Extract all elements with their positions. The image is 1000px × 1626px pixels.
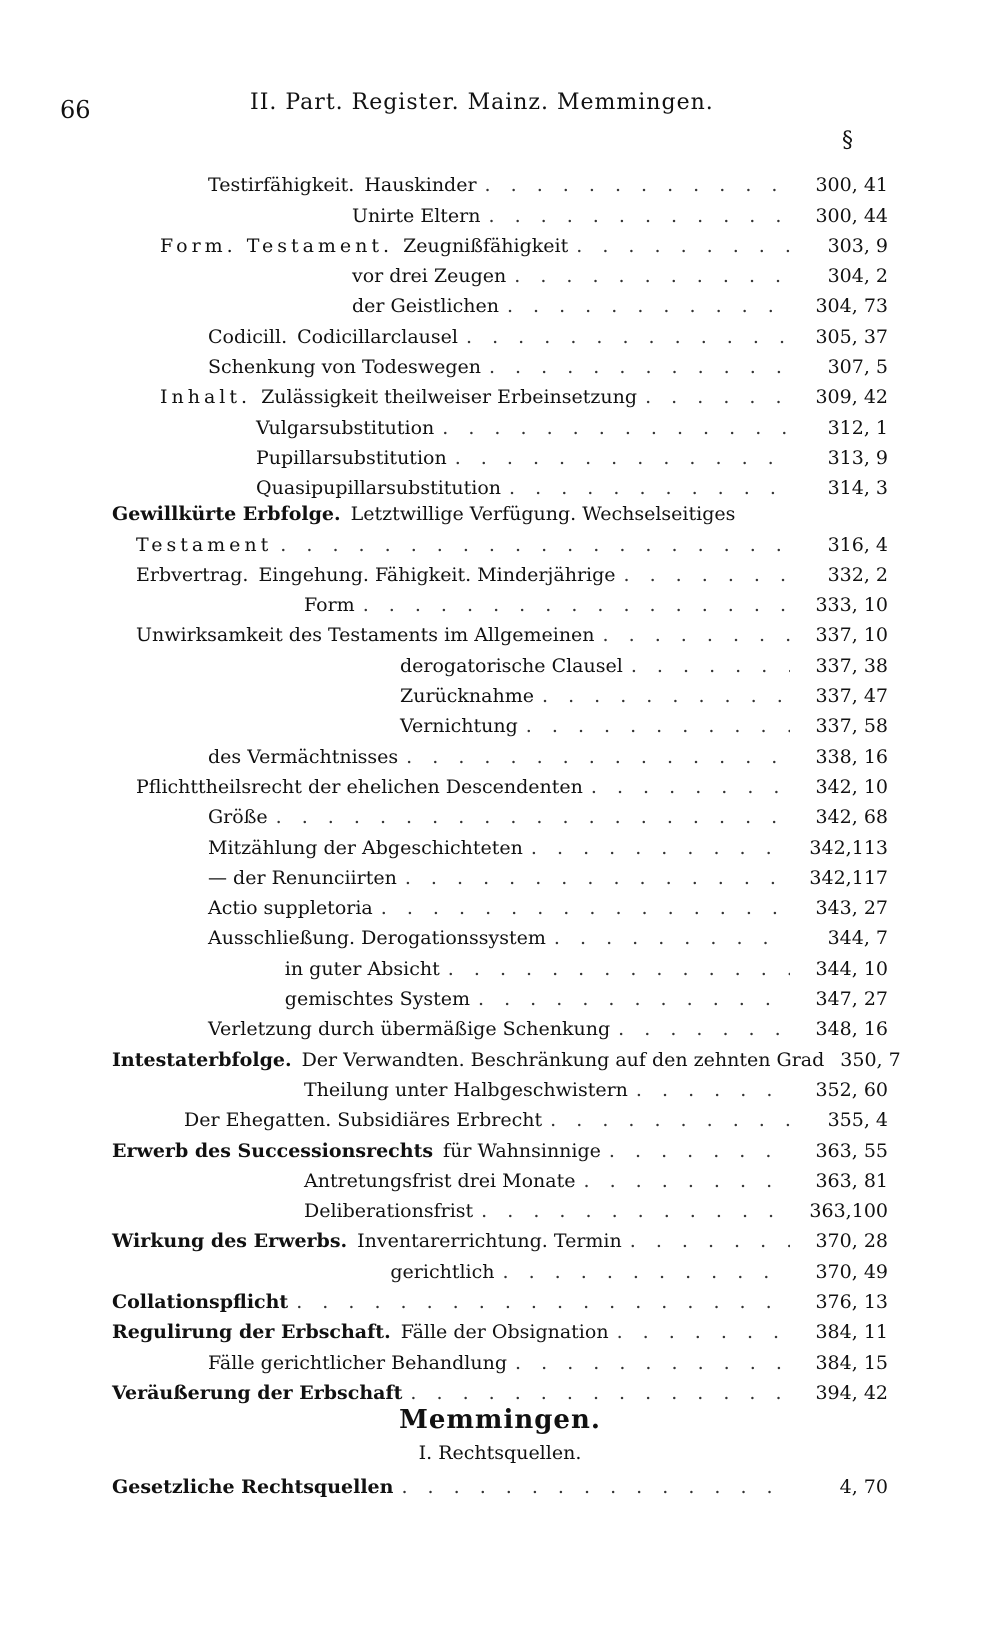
entry-heading: Intestaterbfolge. [112, 1048, 292, 1071]
section-reference: 370, 49 [815, 1260, 888, 1283]
leader-dots [381, 897, 790, 919]
section-reference: 337, 58 [815, 715, 888, 738]
section-symbol: § [842, 128, 853, 153]
index-entry [0, 616, 1000, 646]
leader-dots [406, 746, 790, 768]
section-reference: 300, 41 [815, 174, 888, 197]
index-entry [0, 859, 1000, 889]
index-entry [0, 889, 1000, 919]
entry-text: — der Renunciirten [208, 866, 397, 889]
leader-dots [466, 326, 790, 348]
section-reference: 337, 47 [815, 685, 888, 708]
section-reference: 337, 10 [815, 624, 888, 647]
entry-text: Form [304, 594, 355, 617]
entry-text: der Geistlichen [352, 295, 499, 318]
entry-heading: Veräußerung der Erbschaft [112, 1381, 403, 1404]
section-reference: 347, 27 [815, 988, 888, 1011]
entry-text: in guter Absicht [284, 957, 440, 980]
leader-dots [363, 594, 790, 616]
section-reference: 304, 2 [827, 265, 888, 288]
index-entry [0, 677, 1000, 707]
entry-heading: Testirfähigkeit. [208, 174, 355, 197]
section-reference: 300, 44 [815, 204, 888, 227]
entry-text: für Wahnsinnige [443, 1139, 601, 1162]
entry-text: des Vermächtnisses [208, 745, 399, 768]
section-reference: 344, 10 [815, 957, 888, 980]
index-entry [0, 919, 1000, 949]
index-entry [0, 1071, 1000, 1101]
section-reference: 305, 37 [815, 325, 888, 348]
section-reference: 309, 42 [815, 386, 888, 409]
entry-text: Schenkung von Todeswegen [208, 356, 481, 379]
entry-heading: Collationspflicht [112, 1290, 289, 1313]
leader-dots [630, 1230, 790, 1252]
leader-dots [531, 837, 790, 859]
section-reference: 333, 10 [815, 594, 888, 617]
index-entry [0, 556, 1000, 586]
section-reference: 363, 55 [815, 1139, 888, 1162]
leader-dots [507, 295, 790, 317]
index-entry [0, 469, 1000, 499]
section-reference: 307, 5 [827, 356, 888, 379]
section-reference: 344, 7 [827, 927, 888, 950]
final-entry [0, 1468, 1000, 1498]
leader-dots [405, 867, 790, 889]
entry-text: Actio suppletoria [208, 897, 373, 920]
leader-dots [485, 174, 790, 196]
section-reference: 363,100 [809, 1200, 888, 1223]
index-entry [0, 1101, 1000, 1131]
index-entry [0, 408, 1000, 438]
index-entry [0, 737, 1000, 767]
entry-text: Vernichtung [400, 715, 518, 738]
index-entry [0, 499, 1000, 525]
entry-heading: Form. Testament. [160, 234, 394, 257]
entry-text: Antretungsfrist drei Monate [304, 1169, 576, 1192]
leader-dots [489, 356, 790, 378]
index-entry [0, 1222, 1000, 1252]
index-entry [0, 798, 1000, 828]
leader-dots [542, 685, 790, 707]
leader-dots [624, 564, 790, 586]
entry-text: gerichtlich [390, 1260, 495, 1283]
leader-dots [514, 265, 790, 287]
leader-dots [280, 534, 790, 556]
index-entry [0, 227, 1000, 257]
section-reference: 332, 2 [827, 563, 888, 586]
index-entry [0, 196, 1000, 226]
section-reference: 348, 16 [815, 1018, 888, 1041]
entry-text: Testament [136, 533, 273, 556]
section-reference: 394, 42 [815, 1381, 888, 1404]
page-number: 66 [60, 96, 91, 124]
entry-text: Vulgarsubstitution [256, 416, 435, 439]
leader-dots [617, 1321, 790, 1343]
leader-dots [509, 477, 790, 499]
index-entry [0, 1283, 1000, 1313]
index-entry [0, 586, 1000, 616]
section-reference: 355, 4 [827, 1109, 888, 1132]
leader-dots [631, 655, 790, 677]
entry-text: Größe [208, 806, 268, 829]
leader-dots [276, 806, 790, 828]
index-entries [0, 166, 1000, 1404]
index-entry [0, 707, 1000, 737]
entry-text: Zurücknahme [400, 685, 534, 708]
section-reference: 312, 1 [827, 416, 888, 439]
entry-text: Codicillarclausel [297, 325, 458, 348]
leader-dots [448, 958, 790, 980]
entry-text: Letztwillige Verfügung. Wechselseitiges [350, 503, 736, 526]
index-entry [0, 1252, 1000, 1282]
leader-dots [478, 988, 790, 1010]
leader-dots [488, 205, 790, 227]
section-reference: 363, 81 [815, 1169, 888, 1192]
index-entry [0, 1040, 1000, 1070]
leader-dots [584, 1170, 790, 1192]
leader-dots [296, 1291, 790, 1313]
entry-heading: Erbvertrag. [136, 563, 249, 586]
leader-dots [550, 1109, 790, 1131]
entry-text: Der Verwandten. Beschränkung auf den zehnten Grad [301, 1048, 825, 1071]
section-reference: 304, 73 [815, 295, 888, 318]
entry-heading: Wirkung des Erwerbs. [112, 1230, 348, 1253]
index-entry [0, 949, 1000, 979]
entry-text: Pflichttheilsrecht der ehelichen Descendenten [136, 775, 583, 798]
entry-text: Eingehung. Fähigkeit. Minderjährige [258, 563, 616, 586]
leader-dots [410, 1382, 790, 1404]
entry-text: Pupillarsubstitution [256, 446, 447, 469]
leader-dots [554, 927, 790, 949]
index-entry [0, 828, 1000, 858]
section-reference: 384, 11 [815, 1321, 888, 1344]
index-entry [0, 257, 1000, 287]
index-entry [0, 980, 1000, 1010]
index-entry [0, 1313, 1000, 1343]
leader-dots [591, 776, 790, 798]
entry-heading: Regulirung der Erbschaft. [112, 1321, 391, 1344]
entry-text: Inventarerrichtung. Termin [357, 1230, 622, 1253]
leader-dots [481, 1200, 790, 1222]
index-entry [0, 287, 1000, 317]
leader-dots [645, 386, 790, 408]
entry-text: Fälle gerichtlicher Behandlung [208, 1351, 508, 1374]
entry-text: Mitzählung der Abgeschichteten [208, 836, 523, 859]
index-entry [0, 1010, 1000, 1040]
section-reference: 342,117 [809, 866, 888, 889]
entry-text: Der Ehegatten. Subsidiäres Erbrecht [184, 1109, 543, 1132]
leader-dots [503, 1261, 790, 1283]
entry-text: Theilung unter Halbgeschwistern [304, 1078, 628, 1101]
index-entry [0, 348, 1000, 378]
section-reference: 342,113 [809, 836, 888, 859]
section-reference: 316, 4 [827, 533, 888, 556]
entry-text: Deliberationsfrist [304, 1200, 474, 1223]
entry-heading: Gewillkürte Erbfolge. [112, 503, 341, 526]
section-reference: 384, 15 [815, 1351, 888, 1374]
section-reference: 313, 9 [827, 446, 888, 469]
entry-text: derogatorische Clausel [400, 654, 623, 677]
section-reference: 314, 3 [827, 477, 888, 500]
running-title: II. Part. Register. Mainz. Memmingen. [250, 90, 714, 115]
section-reference: 4, 70 [839, 1476, 888, 1499]
section-reference: 352, 60 [815, 1078, 888, 1101]
leader-dots [526, 715, 790, 737]
entry-text: Zeugnißfähigkeit [403, 234, 569, 257]
leader-dots [455, 447, 790, 469]
index-entry [0, 768, 1000, 798]
page-header [0, 86, 1000, 126]
section-reference: 376, 13 [815, 1290, 888, 1313]
index-entry [0, 1131, 1000, 1161]
index-entry [0, 1343, 1000, 1373]
section-reference: 343, 27 [815, 897, 888, 920]
section-reference: 342, 68 [815, 806, 888, 829]
entry-text: gemischtes System [284, 988, 470, 1011]
index-entry [0, 1374, 1000, 1404]
section-reference: 338, 16 [815, 745, 888, 768]
leader-dots [636, 1079, 790, 1101]
entry-text: Unirte Eltern [352, 204, 481, 227]
entry-heading: Codicill. [208, 325, 288, 348]
leader-dots [515, 1352, 790, 1374]
index-entry [0, 1162, 1000, 1192]
section-reference: 303, 9 [827, 234, 888, 257]
leader-dots [618, 1018, 790, 1040]
index-entry [0, 378, 1000, 408]
entry-heading: Gesetzliche Rechtsquellen [112, 1476, 394, 1499]
entry-text: Zulässigkeit theilweiser Erbeinsetzung [261, 386, 638, 409]
leader-dots [442, 417, 790, 439]
entry-text: Ausschließung. Derogationssystem [208, 927, 546, 950]
index-entry [0, 166, 1000, 196]
section-reference: 370, 28 [815, 1230, 888, 1253]
section-reference: 342, 10 [815, 775, 888, 798]
entry-heading: Inhalt. [160, 386, 252, 409]
leader-dots [401, 1476, 790, 1498]
entry-text: vor drei Zeugen [352, 265, 507, 288]
entry-text: Quasipupillarsubstitution [256, 477, 502, 500]
index-entry [0, 439, 1000, 469]
section-reference: 350, 7 [840, 1048, 901, 1071]
entry-text: Hauskinder [364, 174, 477, 197]
index-entry [0, 1192, 1000, 1222]
entry-text: Verletzung durch übermäßige Schenkung [208, 1018, 611, 1041]
index-entry [0, 1468, 1000, 1498]
leader-dots [576, 235, 790, 257]
subsection-heading: I. Rechtsquellen. [418, 1442, 582, 1464]
leader-dots [603, 624, 790, 646]
section-heading: Memmingen. [399, 1405, 601, 1435]
entry-text: Fälle der Obsignation [400, 1321, 609, 1344]
section-reference: 337, 38 [815, 654, 888, 677]
index-entry [0, 317, 1000, 347]
entry-heading: Erwerb des Successionsrechts [112, 1139, 434, 1162]
entry-text: Unwirksamkeit des Testaments im Allgemeinen [136, 624, 595, 647]
index-entry [0, 525, 1000, 555]
index-entry [0, 646, 1000, 676]
leader-dots [609, 1140, 790, 1162]
